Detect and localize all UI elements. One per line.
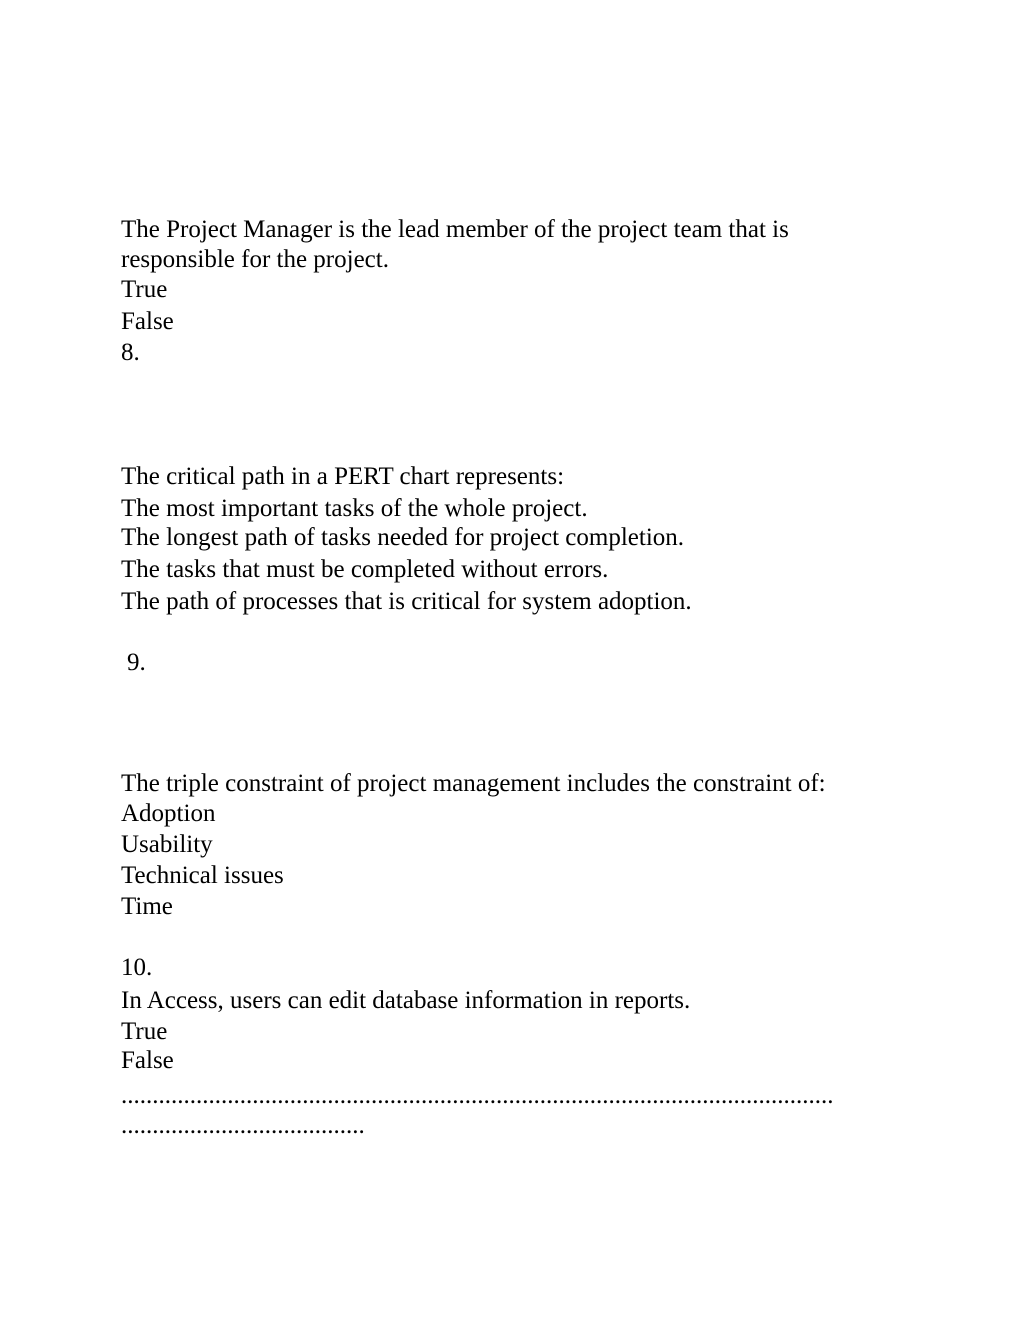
question-9-number: 9. <box>127 649 146 676</box>
question-10-option-false: False <box>121 1047 174 1074</box>
question-10-text: In Access, users can edit database information in reports. <box>121 987 691 1014</box>
question-7-text-line-1: The Project Manager is the lead member of the project team that is <box>121 216 789 243</box>
question-8-option-2: The longest path of tasks needed for project completion. <box>121 524 685 551</box>
question-10-option-true: True <box>121 1018 168 1045</box>
question-9-option-1: Adoption <box>121 800 216 827</box>
question-9-option-2: Usability <box>121 831 213 858</box>
question-8-option-3: The tasks that must be completed without errors. <box>121 556 609 583</box>
dotted-separator-line-1: .................................................................................................................. <box>121 1082 834 1109</box>
question-7-text-line-2: responsible for the project. <box>121 246 389 273</box>
question-7-option-true: True <box>121 276 168 303</box>
question-9-option-3: Technical issues <box>121 862 284 889</box>
question-8-option-1: The most important tasks of the whole project. <box>121 495 588 522</box>
question-10-number: 10. <box>121 954 153 981</box>
question-9-option-4: Time <box>121 893 173 920</box>
question-8-text: The critical path in a PERT chart represents: <box>121 463 565 490</box>
question-8-number: 8. <box>121 339 140 366</box>
dotted-separator-line-2: ....................................... <box>121 1112 365 1139</box>
question-7-option-false: False <box>121 308 174 335</box>
question-8-option-4: The path of processes that is critical for system adoption. <box>121 588 692 615</box>
question-9-text: The triple constraint of project management includes the constraint of: <box>121 770 826 797</box>
